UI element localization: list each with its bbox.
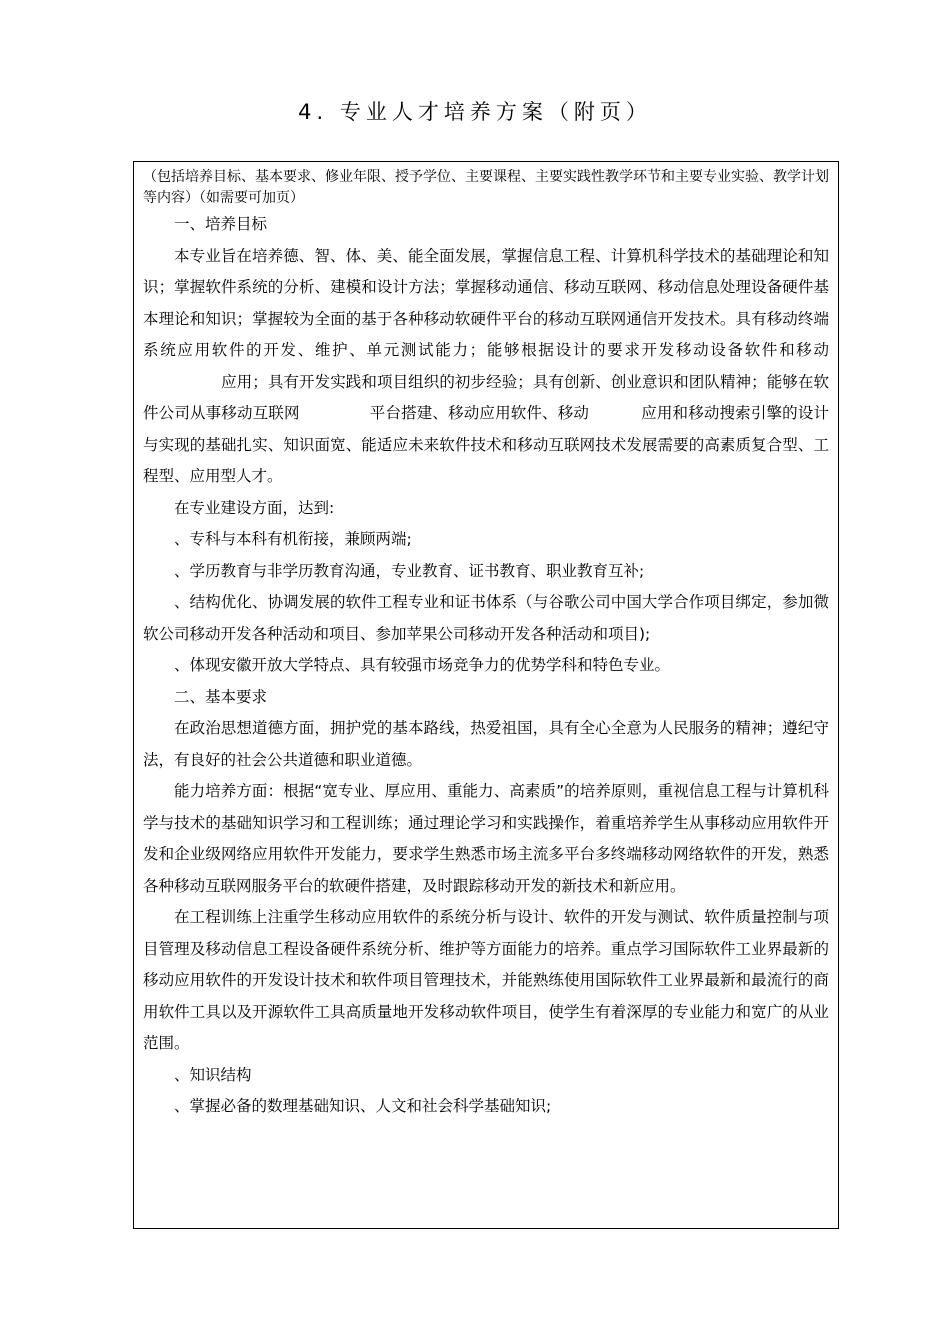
body-text <box>134 209 838 1123</box>
text-segment: 应用；具有开发实践和项目组织的初步经验；具有创新、创业意识和团队精神；能够在软件公司从事移动互联网 <box>143 372 829 422</box>
list-item: 、专科与本科有机衔接，兼顾两端; <box>174 530 412 548</box>
paragraph-ability-training: 能力培养方面：根据“宽专业、厚应用、重能力、高素质”的培养原则，重视信息工程与计算机科学与技术的基础知识学习和工程训练；通过理论学习和实践操作，着重培养学生从事移动应用软件开发和企业级网络应用软件开发能力，要求学生熟悉市场主流多平台多终端移动网络软件的开发，熟悉各种移动互联网服务平台的软硬件搭建，及时跟踪移动开发的新技术和新应用。 <box>143 782 829 895</box>
text-segment: 本专业旨在培养德、智、体、美、能全面发展，掌握信息工程、计算机科学技术的基础理论和知识；掌握软件系统的分析、建模和设计方法；掌握移动通信、移动互联网、移动信息处理设备硬件基本理论和知识；掌握较为全面的基于各种移动软硬件平台的移动互联网通信开发技术。具有移动终端系统应用软件的开发、维护、单元测试能力；能够根据设计的要求开发移动设备软件和移动 <box>143 246 829 359</box>
paragraph-training-goal <box>143 241 829 493</box>
content-frame <box>133 161 839 1229</box>
paragraph-construction-goals: 在专业建设方面，达到: <box>174 498 335 517</box>
text-segment: 平台搭建、移动应用软件、移动 <box>369 404 590 422</box>
document-title: 4. 专业人才培养方案（附页） <box>298 100 652 124</box>
paragraph-engineering-training: 在工程训练上注重学生移动应用软件的系统分析与设计、软件的开发与测试、软件质量控制与项目管理及移动信息工程设备硬件系统分析、维护等方面能力的培养。重点学习国际软件工业界最新的移动应用软件的开发设计技术和软件项目管理技术，并能熟练使用国际软件工业界最新和最流行的商用软件工具以及开源软件工具高质量地开发移动软件项目，使学生有着深厚的专业能力和宽广的从业范围。 <box>143 908 829 1052</box>
list-item: 、学历教育与非学历教育沟通，专业教育、证书教育、职业教育互补; <box>174 561 645 580</box>
form-instruction-note: （包括培养目标、基本要求、修业年限、授予学位、主要课程、主要实践性教学环节和主要专业实验、教学计划等内容）（如需要可加页） <box>143 169 829 206</box>
list-item: 、掌握必备的数理基础知识、人文和社会科学基础知识; <box>174 1097 552 1115</box>
list-item: 、知识结构 <box>174 1065 252 1084</box>
text-segment: 应用和移动搜索引擎的设计与实现的基础扎实、知识面宽、能适应未来软件技术和移动互联网技术发展需要的高素质复合型、工程型、应用型人才。 <box>143 404 829 485</box>
section-heading-training-goal: 一、培养目标 <box>174 215 268 233</box>
list-item: 、结构优化、协调发展的软件工程专业和证书体系（与谷歌公司中国大学合作项目绑定，参加微软公司移动开发各种活动和项目、参加苹果公司移动开发各种活动和项目); <box>143 593 829 643</box>
section-heading-basic-requirements: 二、基本要求 <box>174 687 268 706</box>
list-item: 、体现安徽开放大学特点、具有较强市场竞争力的优势学科和特色专业。 <box>174 656 671 674</box>
paragraph-political-ethics: 在政治思想道德方面，拥护党的基本路线，热爱祖国，具有全心全意为人民服务的精神；遵纪守法，有良好的社会公共道德和职业道德。 <box>143 719 829 769</box>
